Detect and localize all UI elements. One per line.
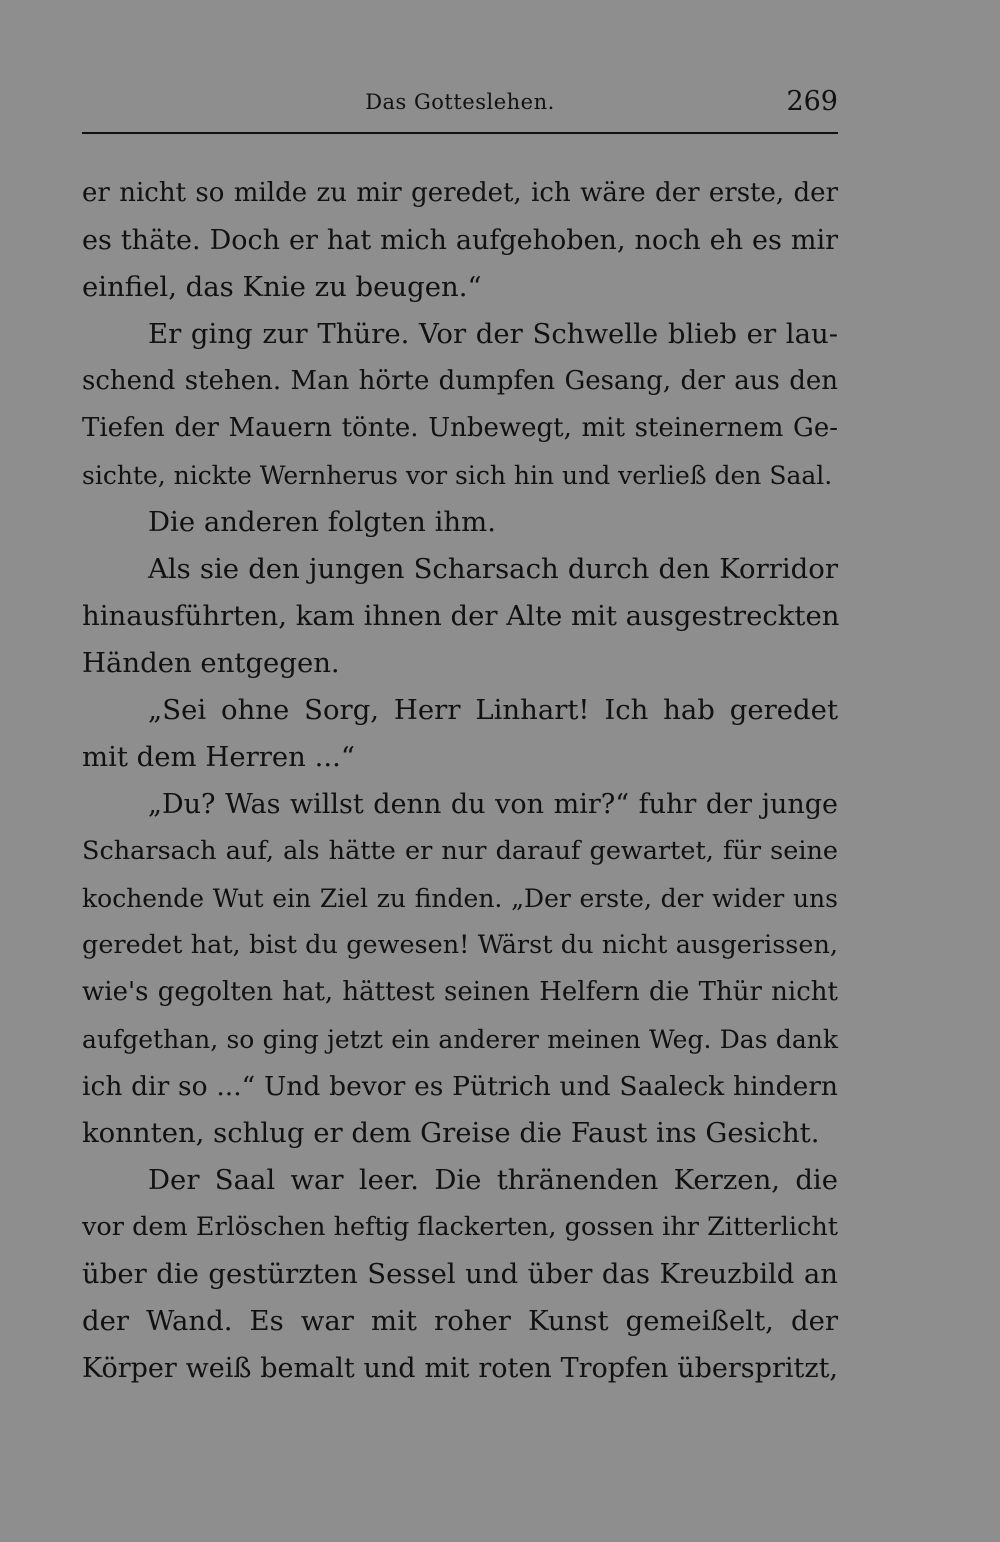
text-line: vor dem Erlöschen heftig flackerten, gossen ihr Zitterlicht — [82, 1212, 838, 1242]
text-line: aufgethan, so ging jetzt ein anderer meinen Weg. Das dank — [82, 1025, 838, 1054]
header-rule — [82, 132, 838, 134]
text-line: „Du? Was willst denn du von mir?“ fuhr der junge — [148, 789, 838, 820]
text-line: Händen entgegen. — [82, 647, 340, 679]
text-line: er nicht so milde zu mir geredet, ich wäre der erste, der — [82, 178, 838, 208]
running-title: Das Gotteslehen. — [365, 90, 555, 114]
text-line: Als sie den jungen Scharsach durch den Korridor — [148, 553, 838, 585]
text-line: geredet hat, bist du gewesen! Wärst du nicht ausgerissen, — [82, 930, 838, 960]
text-line: Die anderen folgten ihm. — [148, 506, 496, 538]
text-line: über die gestürzten Sessel und über das Kreuzbild an — [82, 1258, 838, 1290]
text-line: einfiel, das Knie zu beugen.“ — [82, 271, 482, 303]
text-line: „Sei ohne Sorg, Herr Linhart! Ich hab geredet — [148, 694, 838, 726]
text-line: Tiefen der Mauern tönte. Unbewegt, mit steinernem Ge- — [82, 413, 838, 443]
text-line: wie's gegolten hat, hättest seinen Helfern die Thür nicht — [82, 977, 838, 1007]
text-line: es thäte. Doch er hat mich aufgehoben, noch eh es mir — [82, 225, 838, 256]
text-line: sichte, nickte Wernherus vor sich hin und verließ den Saal. — [82, 461, 833, 490]
text-line: Körper weiß bemalt und mit roten Tropfen überspritzt, — [82, 1353, 838, 1384]
text-line: Er ging zur Thüre. Vor der Schwelle blieb er lau- — [148, 318, 838, 350]
text-line: Der Saal war leer. Die thränenden Kerzen, die — [148, 1164, 838, 1196]
text-line: schend stehen. Man hörte dumpfen Gesang, der aus den — [82, 366, 838, 396]
page-header — [82, 86, 838, 126]
text-line: mit dem Herren ...“ — [82, 741, 355, 773]
page-number: 269 — [786, 86, 838, 117]
body-text — [82, 170, 838, 1392]
text-line: hinausführten, kam ihnen der Alte mit ausgestreckten — [82, 600, 840, 632]
text-line: Scharsach auf, als hätte er nur darauf gewartet, für seine — [82, 836, 838, 866]
text-line: konnten, schlug er dem Greise die Faust ins Gesicht. — [82, 1117, 820, 1149]
text-line: kochende Wut ein Ziel zu finden. „Der erste, der wider uns — [82, 884, 838, 913]
text-line: ich dir so ...“ Und bevor es Pütrich und Saaleck hindern — [82, 1071, 838, 1102]
text-line: der Wand. Es war mit roher Kunst gemeißelt, der — [82, 1305, 838, 1337]
